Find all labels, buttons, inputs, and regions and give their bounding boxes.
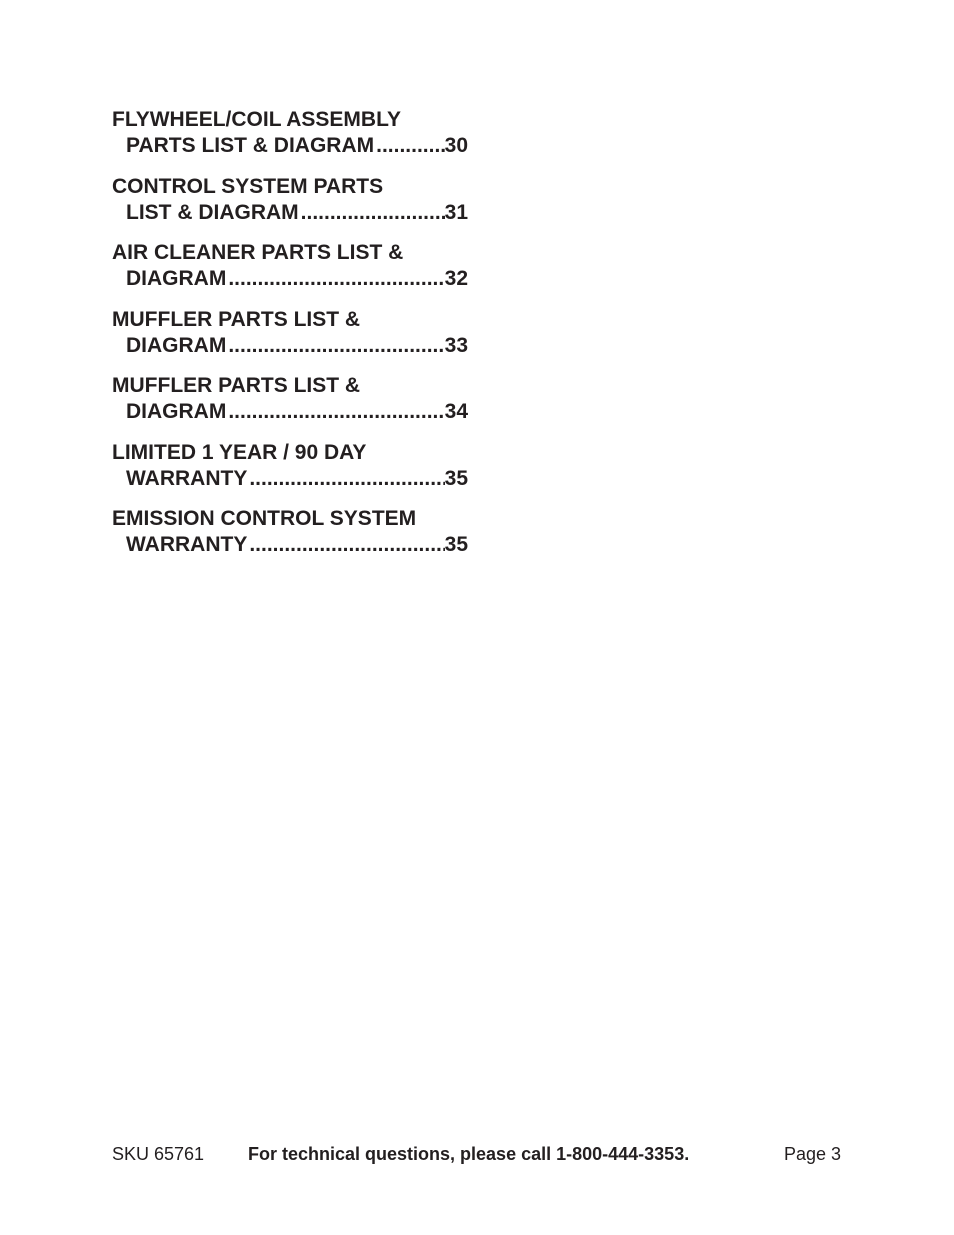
toc-entry-title: LIMITED 1 YEAR / 90 DAY (112, 440, 367, 464)
footer-page-number: Page 3 (783, 1144, 841, 1164)
toc-entry-title: CONTROL SYSTEM PARTS (112, 174, 384, 198)
toc-entry-subtitle: WARRANTY (126, 533, 248, 556)
toc-entry-page-number: 35 (444, 533, 468, 556)
toc-entry[interactable] (112, 440, 468, 492)
toc-entry[interactable] (112, 240, 468, 292)
toc-entry[interactable] (112, 107, 468, 159)
toc-entry-subtitle: LIST & DIAGRAM (126, 200, 299, 224)
toc-entry[interactable] (112, 373, 468, 425)
footer-sku: SKU 65761 (112, 1144, 205, 1164)
toc-entry-page-number: 34 (444, 400, 468, 423)
toc-entry-page-number: 33 (444, 333, 468, 357)
toc-entry-page-number: 32 (444, 267, 468, 290)
dot-leader (247, 466, 444, 492)
toc-entry-page-number: 31 (444, 200, 468, 224)
toc-entry-subtitle: DIAGRAM (126, 400, 227, 423)
dot-leader (226, 333, 444, 359)
toc-entry-title: EMISSION CONTROL SYSTEM (112, 507, 417, 530)
dot-leader (226, 399, 444, 425)
toc-entry-title: MUFFLER PARTS LIST & (112, 307, 361, 331)
toc-entry-continuation (112, 333, 468, 359)
toc-entry-title: AIR CLEANER PARTS LIST & (112, 241, 404, 264)
toc-entry-continuation (112, 200, 468, 226)
toc-entry-continuation (112, 266, 468, 292)
toc-entry-title: FLYWHEEL/COIL ASSEMBLY (112, 108, 401, 131)
toc-entry-subtitle: DIAGRAM (126, 333, 227, 357)
toc-entry[interactable] (112, 506, 468, 558)
footer-contact-line: For technical questions, please call 1-800-444-3353. (248, 1144, 690, 1164)
toc-entry-subtitle: DIAGRAM (126, 267, 227, 290)
toc-entry-subtitle: PARTS LIST & DIAGRAM (126, 134, 375, 157)
dot-leader (299, 200, 445, 226)
toc-entry-subtitle: WARRANTY (126, 466, 248, 490)
toc-entry-continuation (112, 466, 468, 492)
dot-leader (226, 266, 444, 292)
table-of-contents (112, 107, 468, 573)
toc-entry-page-number: 35 (444, 466, 468, 490)
page-footer (0, 1141, 954, 1167)
toc-entry[interactable] (112, 307, 468, 359)
toc-entry[interactable] (112, 174, 468, 226)
toc-entry-continuation (112, 399, 468, 425)
dot-leader (374, 133, 445, 159)
toc-entry-continuation (112, 532, 468, 558)
toc-entry-page-number: 30 (444, 134, 468, 157)
toc-entry-continuation (112, 133, 468, 159)
dot-leader (247, 532, 444, 558)
toc-entry-title: MUFFLER PARTS LIST & (112, 374, 361, 397)
